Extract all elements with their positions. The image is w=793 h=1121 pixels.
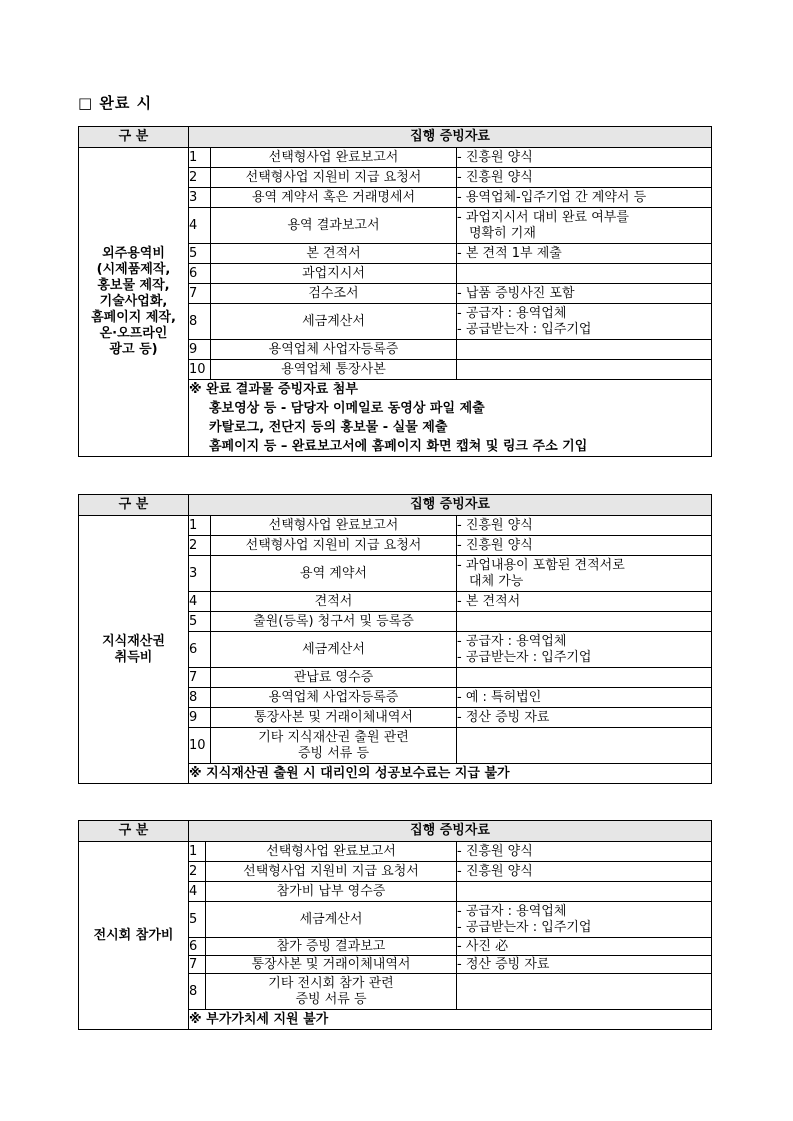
document-note [457,304,712,340]
document-name-line: 선택형사업 지원비 지급 요청서 [245,537,422,553]
document-name [211,728,457,764]
document-name [211,284,457,304]
row-number: 4 [189,592,211,612]
document-note-line: - 진흥원 양식 [457,169,533,185]
document-name [211,556,457,592]
document-name-line: 기타 지식재산권 출원 관련 [258,729,409,745]
document-note [457,284,712,304]
document-name-line: 관납료 영수증 [293,669,374,685]
document-name-line: 세금계산서 [302,313,365,329]
category-label: 외주용역비 [102,246,165,261]
document-name [211,148,457,168]
document-name-line: 용역업체 사업자등록증 [268,341,399,357]
document-name-line: 증빙 서류 등 [297,745,370,761]
category-label: 광고 등) [109,342,158,357]
expense-table-exhibition [78,820,712,1030]
footer-note [189,764,712,784]
row-number: 7 [189,284,211,304]
document-name-line: 통장사본 및 거래이체내역서 [251,956,411,972]
row-number: 7 [189,956,206,974]
document-name [206,882,457,902]
document-name [211,208,457,244]
document-note-line: - 정산 증빙 자료 [457,956,550,972]
document-note-line: - 진흥원 양식 [457,843,533,859]
document-note-line: - 진흥원 양식 [457,517,533,533]
document-note-line: - 용역업체-입주기업 간 계약서 등 [457,189,647,205]
section-heading: □ 완료 시 [78,94,153,112]
document-note [457,956,712,974]
document-name [206,862,457,882]
document-name [211,264,457,284]
document-name [206,974,457,1010]
category-label: 온·오프라인 [99,326,168,341]
document-name-line: 출원(등록) 청구서 및 등록증 [253,613,414,629]
row-number: 4 [189,208,211,244]
document-name-line: 선택형사업 지원비 지급 요청서 [245,169,422,185]
column-header-category: 구 분 [79,127,189,148]
document-note [457,882,712,902]
row-number: 6 [189,632,211,668]
document-name [211,188,457,208]
document-name-line: 검수조서 [308,285,359,301]
row-number: 5 [189,244,211,264]
row-number: 7 [189,668,211,688]
category-cell [79,148,189,457]
expense-table-ip [78,494,712,784]
row-number: 9 [189,708,211,728]
expense-table-outsourcing [78,126,712,457]
document-note [457,862,712,882]
document-name-line: 선택형사업 완료보고서 [268,517,399,533]
document-name [211,168,457,188]
footer-note [189,1010,712,1030]
document-name-line: 견적서 [314,593,353,609]
document-note [457,360,712,380]
document-name-line: 본 견적서 [306,245,361,261]
document-note [457,168,712,188]
document-name [206,902,457,938]
document-name-line: 용역 계약서 혹은 거래명세서 [251,189,416,205]
category-label: 취득비 [114,649,153,665]
row-number: 10 [189,728,211,764]
header-row [79,495,712,516]
document-note-line: - 공급자 : 용역업체 [457,305,567,321]
row-number: 6 [189,264,211,284]
document-note-line: 명확히 기재 [469,225,536,241]
document-name [206,956,457,974]
document-name-line: 선택형사업 완료보고서 [266,843,396,859]
row-number: 8 [189,304,211,340]
footer-note-line: ※ 부가가치세 지원 불가 [189,1011,329,1027]
document-name [211,592,457,612]
document-name-line: 용역업체 사업자등록증 [268,689,399,705]
document-note [457,708,712,728]
document-name [206,842,457,862]
document-note-line: - 예 : 특허법인 [457,689,542,705]
row-number: 1 [189,842,206,862]
footer-note [189,380,712,457]
row-number: 6 [189,938,206,956]
category-label: 홍보물 제작, [97,278,170,293]
document-name [206,938,457,956]
document-note-line: 대체 가능 [469,573,524,589]
document-note [457,148,712,168]
row-number: 5 [189,612,211,632]
document-note [457,632,712,668]
row-number: 2 [189,536,211,556]
row-number: 1 [189,516,211,536]
category-label: 지식재산권 [102,633,165,649]
category-label: 전시회 참가비 [93,927,174,943]
footer-note-line: ※ 지식재산권 출원 시 대리인의 성공보수료는 지급 불가 [189,765,510,781]
row-number: 3 [189,556,211,592]
row-number: 1 [189,148,211,168]
document-note [457,902,712,938]
document-note-line: - 사진 必 [457,938,509,954]
document-note [457,244,712,264]
document-note-line: - 공급받는자 : 입주기업 [457,919,592,935]
category-label: (시제품제작, [96,262,171,277]
document-name [211,244,457,264]
table-row [79,148,712,168]
document-note-line: - 공급받는자 : 입주기업 [457,321,592,337]
document-note [457,208,712,244]
document-note-line: - 진흥원 양식 [457,149,533,165]
document-note [457,264,712,284]
document-note [457,516,712,536]
document-name-line: 증빙 서류 등 [295,991,367,1007]
category-label: 홈페이지 제작, [91,310,176,325]
document-name [211,360,457,380]
document-name-line: 참가비 납부 영수증 [276,883,386,899]
document-name-line: 참가 증빙 결과보고 [276,938,386,954]
document-note [457,728,712,764]
document-name-line: 세금계산서 [302,641,365,657]
footer-note-line: 홈페이지 등 – 완료보고서에 홈페이지 화면 캡쳐 및 링크 주소 기입 [209,439,588,454]
document-note-line: - 납품 증빙사진 포함 [457,285,575,301]
document-name [211,688,457,708]
table-row [79,842,712,862]
document-note [457,842,712,862]
table-row [79,516,712,536]
document-note [457,612,712,632]
document-note [457,340,712,360]
document-name [211,632,457,668]
category-cell [79,516,189,784]
document-note-line: - 과업내용이 포함된 견적서로 [457,557,625,573]
row-number: 9 [189,340,211,360]
document-name [211,668,457,688]
footer-note-line: 카탈로그, 전단지 등의 홍보물 - 실물 제출 [209,420,448,435]
document-name [211,536,457,556]
category-cell [79,842,189,1030]
document-note [457,536,712,556]
document-note [457,974,712,1010]
document-note [457,188,712,208]
document-name [211,612,457,632]
document-note [457,556,712,592]
category-label: 기술사업화, [99,294,168,309]
header-row [79,127,712,148]
document-note [457,668,712,688]
document-name-line: 선택형사업 지원비 지급 요청서 [243,863,419,879]
row-number: 5 [189,902,206,938]
document-note [457,938,712,956]
document-name-line: 통장사본 및 거래이체내역서 [254,709,413,725]
document-name [211,708,457,728]
row-number: 2 [189,168,211,188]
row-number: 8 [189,974,206,1010]
document-note-line: - 본 견적서 [457,593,521,609]
document-name [211,304,457,340]
row-number: 3 [189,188,211,208]
footer-note-line: ※ 완료 결과물 증빙자료 첨부 [189,382,358,397]
document-name-line: 과업지시서 [302,265,365,281]
column-header-docs: 집행 증빙자료 [189,495,712,516]
column-header-docs: 집행 증빙자료 [189,821,712,842]
document-name [211,516,457,536]
footer-note-line: 홍보영상 등 - 담당자 이메일로 동영상 파일 제출 [209,401,485,416]
row-number: 8 [189,688,211,708]
document-name [211,340,457,360]
document-note-line: - 정산 증빙 자료 [457,709,550,725]
document-name-line: 용역업체 통장사본 [281,361,386,377]
column-header-category: 구 분 [79,495,189,516]
document-name-line: 세금계산서 [299,911,363,927]
document-note-line: - 공급자 : 용역업체 [457,903,567,919]
document-note-line: - 진흥원 양식 [457,537,533,553]
header-row [79,821,712,842]
document-note-line: - 과업지시서 대비 완료 여부를 [457,209,629,225]
document-name-line: 용역 결과보고서 [287,217,380,233]
document-note [457,592,712,612]
row-number: 4 [189,882,206,902]
document-name-line: 기타 전시회 참가 관련 [268,975,394,991]
document-name-line: 선택형사업 완료보고서 [268,149,399,165]
document-note-line: - 진흥원 양식 [457,863,533,879]
row-number: 10 [189,360,211,380]
column-header-docs: 집행 증빙자료 [189,127,712,148]
document-note-line: - 공급받는자 : 입주기업 [457,649,592,665]
document-note-line: - 본 견적 1부 제출 [457,245,562,261]
column-header-category: 구 분 [79,821,189,842]
row-number: 2 [189,862,206,882]
document-note-line: - 공급자 : 용역업체 [457,633,567,649]
document-note [457,688,712,708]
document-name-line: 용역 계약서 [300,565,367,581]
